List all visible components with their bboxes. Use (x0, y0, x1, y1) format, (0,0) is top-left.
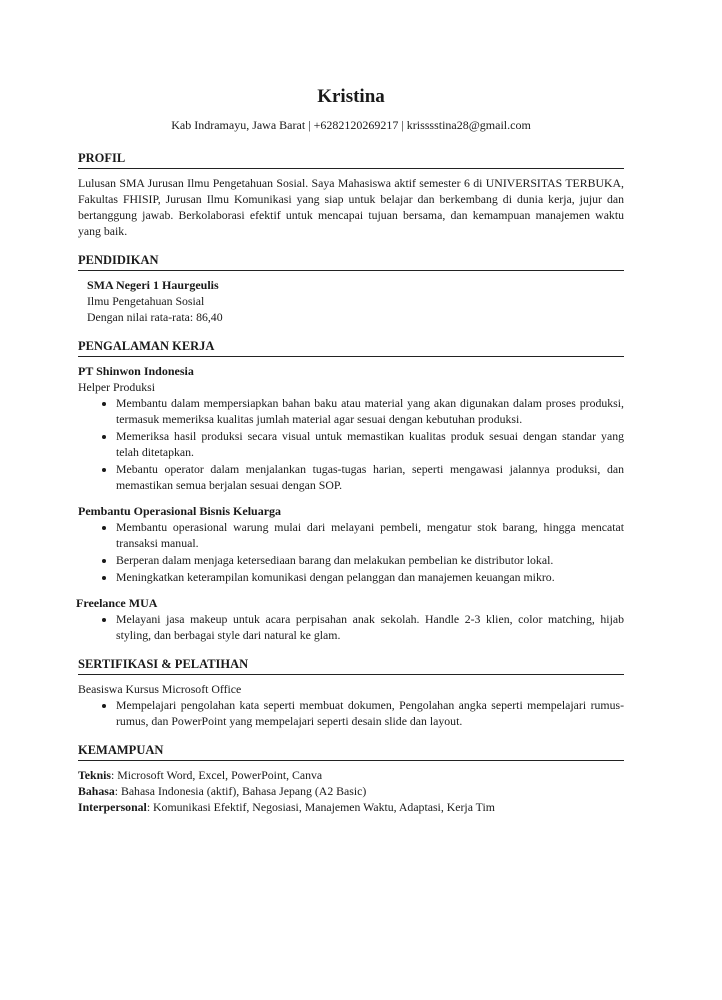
school-major: Ilmu Pengetahuan Sosial (87, 294, 205, 308)
list-item: • Membantu dalam mempersiapkan bahan baku atau material yang akan digunakan dalam proses produksi, termasuk memeriksa kualitas jumlah material agar sesuai dengan kebutuhan produksi. (116, 395, 624, 427)
section-title-pengalaman: PENGALAMAN KERJA (78, 339, 624, 357)
skill-teknis (78, 767, 624, 783)
section-title-kemampuan: KEMAMPUAN (78, 743, 624, 761)
section-title-sertifikasi: SERTIFIKASI & PELATIHAN (78, 657, 624, 675)
certification-name: Beasiswa Kursus Microsoft Office (78, 682, 242, 696)
job-company: Freelance MUA (76, 596, 158, 610)
skill-label: Interpersonal (78, 800, 147, 814)
school-grade: Dengan nilai rata-rata: 86,40 (87, 310, 223, 324)
profil-text: Lulusan SMA Jurusan Ilmu Pengetahuan Sosial. Saya Mahasiswa aktif semester 6 di UNIVERSITAS TERBUKA, Fakultas FHISIP, Jurusan Ilmu Komunikasi yang siap untuk belajar dan berkembang di dunia kerja, jujur dan bertanggung jawab. Berkolaborasi efektif untuk mencapai tujuan bersama, dan kemampuan manajemen waktu yang baik. (78, 176, 624, 238)
school-name: SMA Negeri 1 Haurgeulis (87, 278, 219, 292)
section-sertifikasi (78, 657, 624, 729)
skill-label: Bahasa (78, 784, 115, 798)
job-entry (78, 363, 624, 493)
job-bullets (78, 611, 624, 643)
job-bullets (78, 519, 624, 585)
list-item: • Membantu operasional warung mulai dari melayani pembeli, mengatur stok barang, hingga mencatat transaksi manual. (116, 519, 624, 551)
list-item: • Memeriksa hasil produksi secara visual untuk memastikan kualitas produk sesuai dengan standar yang telah ditetapkan. (116, 428, 624, 460)
job-role: Helper Produksi (78, 380, 155, 394)
skill-value: : Bahasa Indonesia (aktif), Bahasa Jepang (A2 Basic) (114, 784, 367, 798)
list-item: • Melayani jasa makeup untuk acara perpisahan anak sekolah. Handle 2-3 klien, color matching, hijab styling, dan berbagai style dari natural ke glam. (116, 611, 624, 643)
skill-value: : Microsoft Word, Excel, PowerPoint, Canva (111, 768, 323, 782)
resume-name: Kristina (317, 86, 385, 107)
section-profil (78, 151, 624, 239)
list-item: • Meningkatkan keterampilan komunikasi dengan pelanggan dan manajemen keuangan mikro. (116, 569, 624, 585)
section-title-profil: PROFIL (78, 151, 624, 169)
section-title-pendidikan: PENDIDIKAN (78, 253, 624, 271)
job-entry (78, 503, 624, 585)
section-pendidikan (78, 253, 624, 325)
job-bullets (78, 395, 624, 493)
skill-interpersonal (78, 799, 624, 815)
list-item: • Mempelajari pengolahan kata seperti membuat dokumen, Pengolahan angka seperti mempelajari rumus-rumus, dan PowerPoint yang mempelajari seperti desain slide dan layout. (116, 697, 624, 729)
section-kemampuan (78, 743, 624, 815)
list-item: • Mebantu operator dalam menjalankan tugas-tugas harian, seperti mengawasi jalannya produksi, dan memastikan semua berjalan sesuai dengan SOP. (116, 461, 624, 493)
job-entry (78, 595, 624, 643)
section-pengalaman (78, 339, 624, 643)
skill-label: Teknis (78, 768, 112, 782)
contact-line: Kab Indramayu, Jawa Barat | +6282120269217 | krisssstina28@gmail.com (171, 118, 531, 132)
certification-bullets (78, 697, 624, 729)
skill-value: : Komunikasi Efektif, Negosiasi, Manajemen Waktu, Adaptasi, Kerja Tim (146, 800, 495, 814)
job-company: PT Shinwon Indonesia (78, 364, 194, 378)
list-item: • Berperan dalam menjaga ketersediaan barang dan melakukan pembelian ke distributor lokal. (116, 552, 624, 568)
job-company: Pembantu Operasional Bisnis Keluarga (78, 504, 282, 518)
skill-bahasa (78, 783, 624, 799)
resume-page (78, 86, 624, 829)
